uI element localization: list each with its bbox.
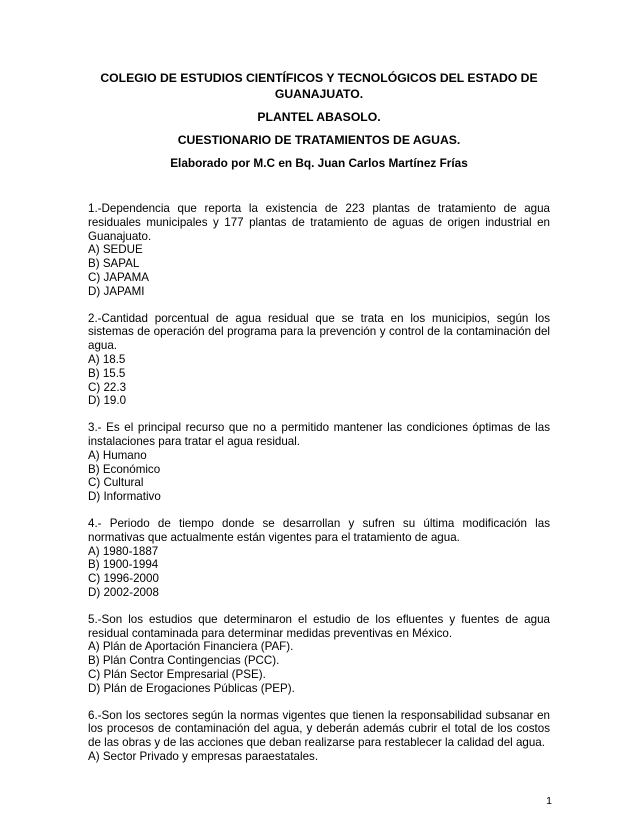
option-b: B) 15.5 [88,366,126,380]
plantel-name: PLANTEL ABASOLO. [257,110,381,124]
option-c: C) 1996-2000 [88,572,159,586]
option-c: C) Plán Sector Empresarial (PSE). [88,667,266,681]
question-text: 2.-Cantidad porcentual de agua residual que se trata en los municipios, según los sistemas de operación del programa para la prevención y control de la contaminación del agua. [88,311,550,353]
option-a: A) 1980-1887 [88,544,159,558]
option-c: C) JAPAMA [88,270,149,284]
question-text: 4.- Periodo de tiempo donde se desarrollan y sufren su última modificación las normativas que actualmente están vigentes para el tratamiento de agua. [88,516,550,544]
option-a: A) Humano [88,448,147,462]
option-b: B) Económico [88,462,161,476]
option-a: A) Plán de Aportación Financiera (PAF). [88,640,294,654]
option-d: D) 2002-2008 [88,585,159,599]
option-a: A) Sector Privado y empresas paraestatales. [88,749,319,763]
question-4 [88,517,550,600]
question-6 [88,709,550,764]
author-line: Elaborado por M.C en Bq. Juan Carlos Martínez Frías [170,156,468,170]
document-header [88,70,550,171]
question-2 [88,312,550,409]
option-a: A) SEDUE [88,243,143,257]
option-c: C) Cultural [88,476,144,490]
option-a: A) 18.5 [88,352,126,366]
option-d: D) 19.0 [88,394,127,408]
question-text: 3.- Es el principal recurso que no a permitido mantener las condiciones óptimas de las instalaciones para tratar el agua residual. [88,421,550,448]
question-text: 1.-Dependencia que reporta la existencia de 223 plantas de tratamiento de agua residuales municipales y 177 plantas de tratamiento de aguas de origen industrial en Guanajuato. [88,202,550,243]
option-d: D) JAPAMI [88,284,145,298]
question-5 [88,613,550,696]
option-b: B) Plán Contra Contingencias (PCC). [88,654,280,668]
question-list [88,202,550,777]
questionnaire-title: CUESTIONARIO DE TRATAMIENTOS DE AGUAS. [177,133,461,147]
page-number: 1 [546,795,552,807]
option-d: D) Plán de Erogaciones Públicas (PEP). [88,681,295,695]
option-d: D) Informativo [88,490,161,504]
question-text: 6.-Son los sectores según la normas vigentes que tienen la responsabilidad subsanar en los procesos de contaminación del agua, y deberán además cubrir el total de los costos de las obras y de las acciones que deban realizarse para restablecer la calidad del agua. [88,708,550,750]
option-b: B) 1900-1994 [88,558,159,572]
option-c: C) 22.3 [88,380,127,394]
question-text: 5.-Son los estudios que determinaron el estudio de los efluentes y fuentes de agua residual contaminada para determinar medidas preventivas en México. [88,612,550,640]
school-name: COLEGIO DE ESTUDIOS CIENTÍFICOS Y TECNOLÓGICOS DEL ESTADO DE GUANAJUATO. [100,71,538,101]
question-1 [88,202,550,299]
question-3 [88,421,550,504]
option-b: B) SAPAL [88,257,140,271]
